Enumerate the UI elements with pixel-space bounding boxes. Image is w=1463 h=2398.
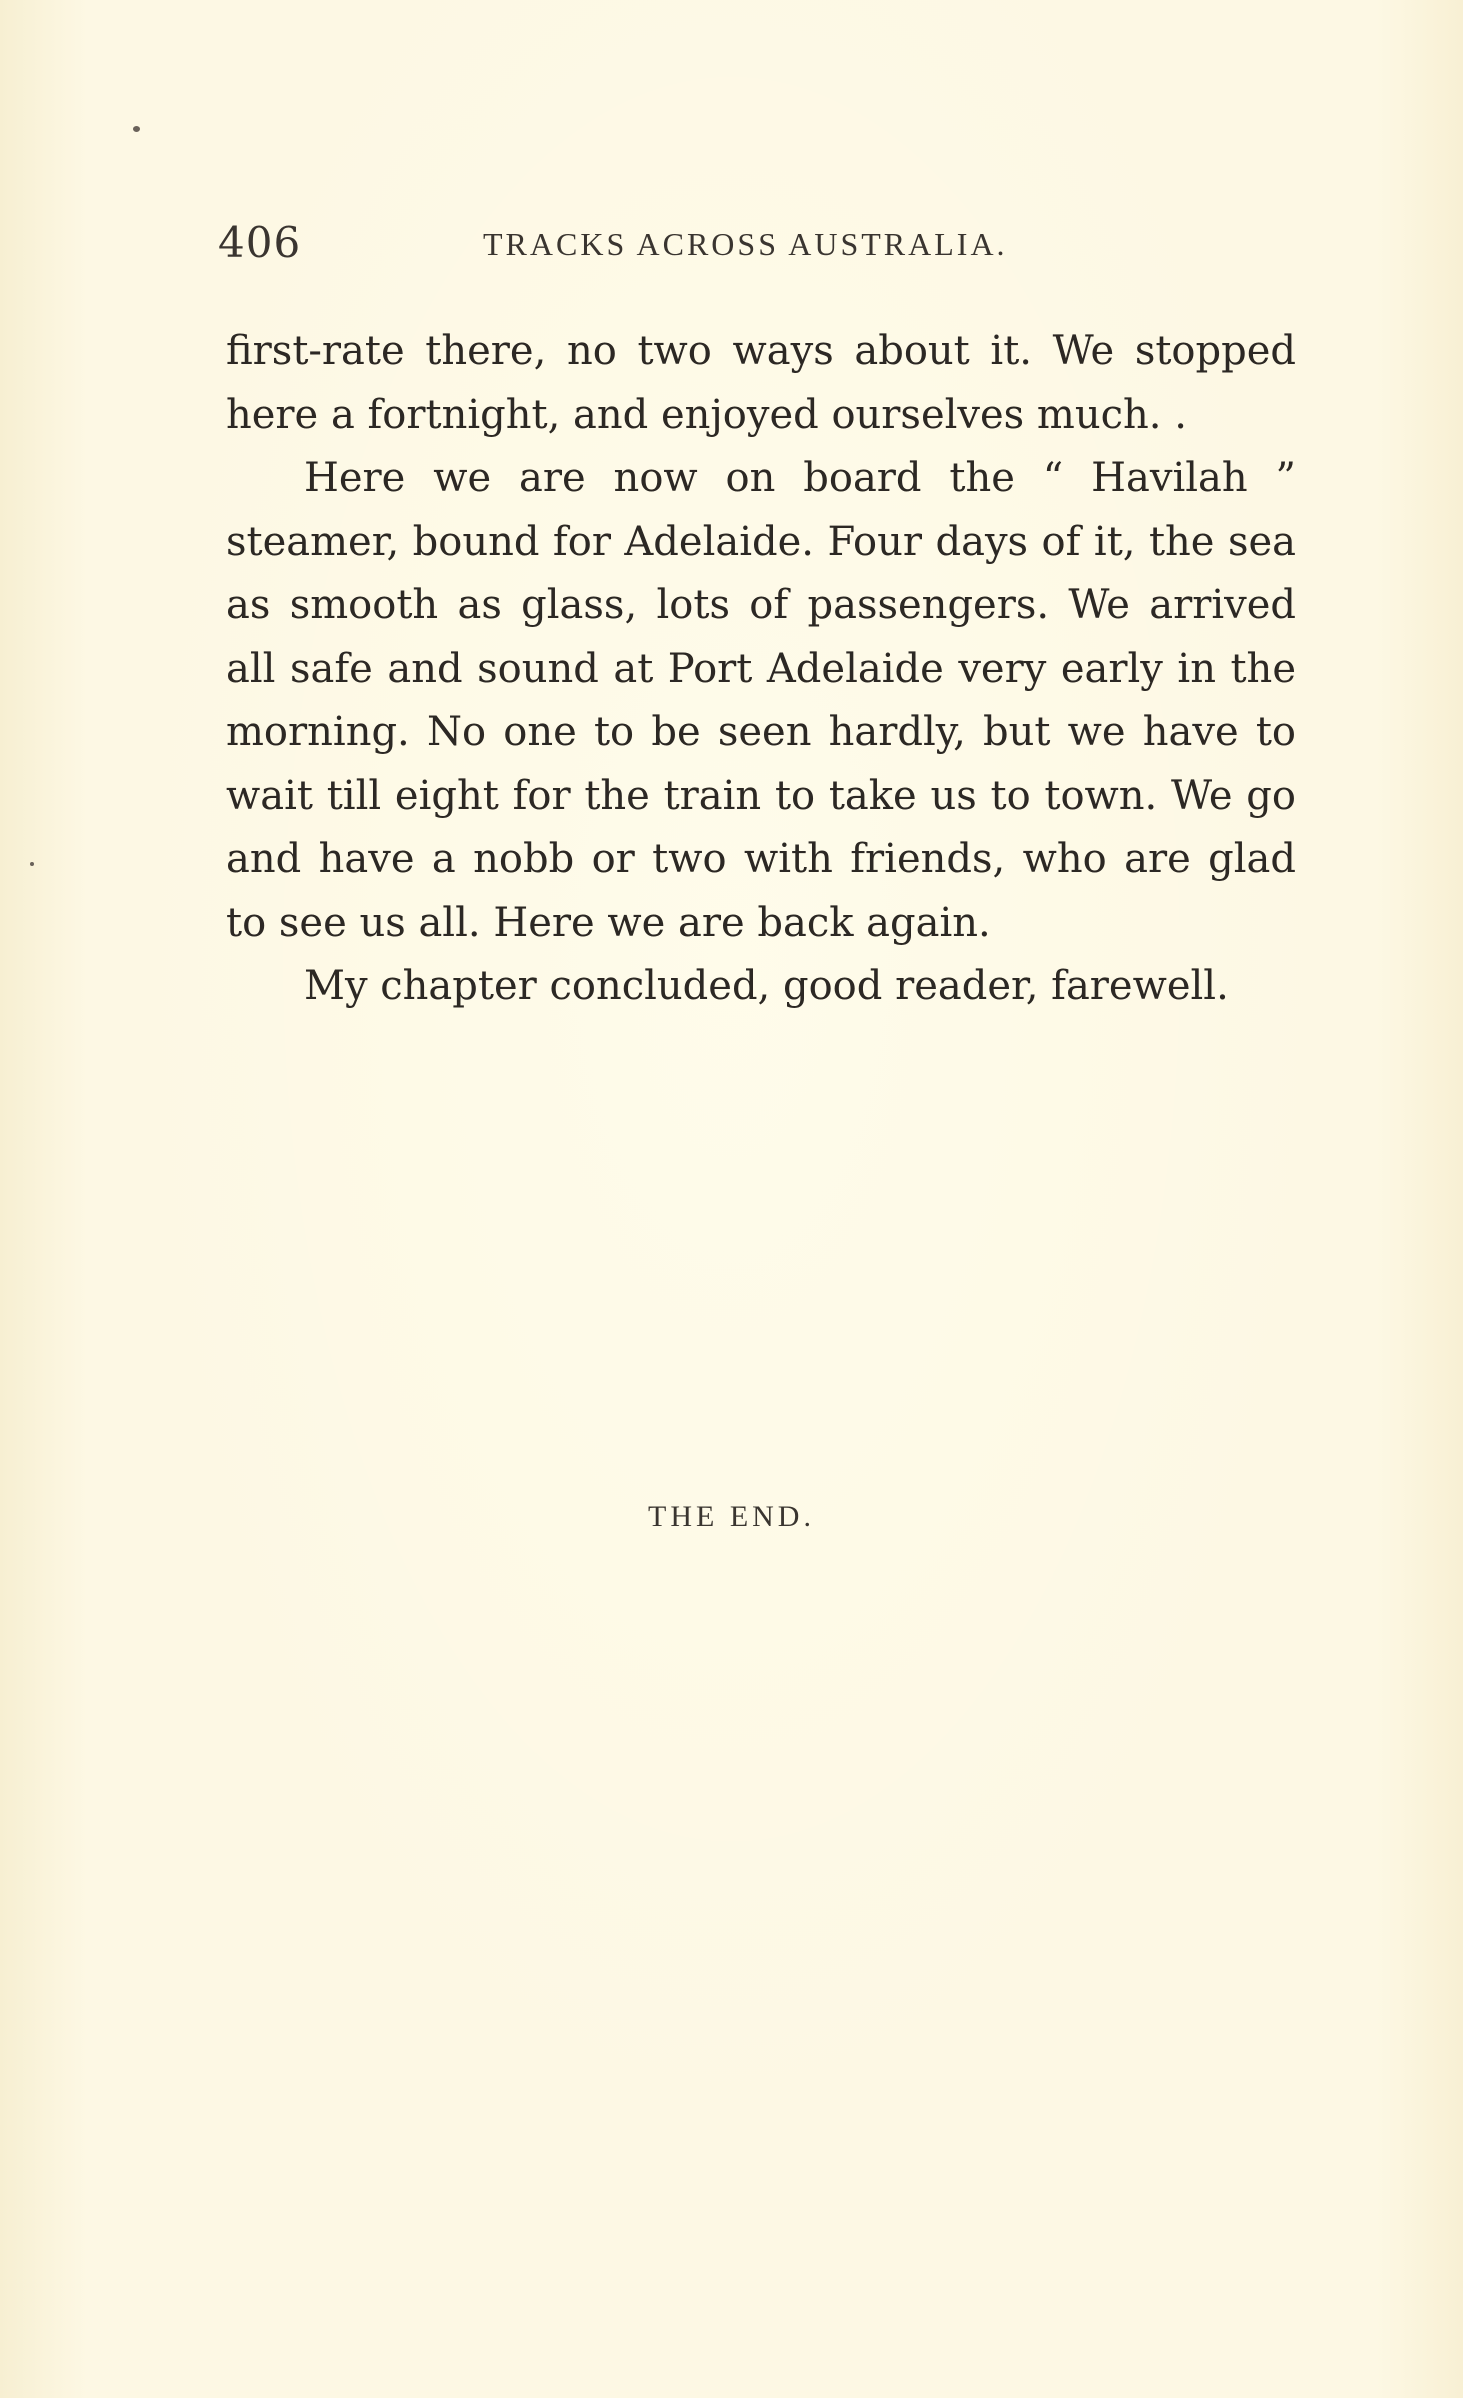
body-text xyxy=(226,320,1296,1019)
paragraph: Here we are now on board the “ Havilah ” steamer, bound for Adelaide. Four days of it, the sea as smooth as glass, lots of passengers. We arrived all safe and sound at Port Adelaide very early in the morning. No one to be seen hardly, but we have to wait till eight for the train to take us to town. We go and have a nobb or two with friends, who are glad to see us all. Here we are back again. xyxy=(226,455,1296,946)
the-end: THE END. xyxy=(648,1500,815,1533)
page-number: 406 xyxy=(218,218,302,267)
paragraph-continued: first-rate there, no two ways about it. We stopped here a fortnight, and enjoyed ourselves much. . xyxy=(226,328,1296,438)
page-header xyxy=(218,218,1298,278)
ink-speck xyxy=(30,862,34,866)
running-head: TRACKS ACROSS AUSTRALIA. xyxy=(483,226,1008,262)
paragraph-closing: My chapter concluded, good reader, farewell. xyxy=(304,963,1229,1009)
ink-speck xyxy=(133,126,140,132)
